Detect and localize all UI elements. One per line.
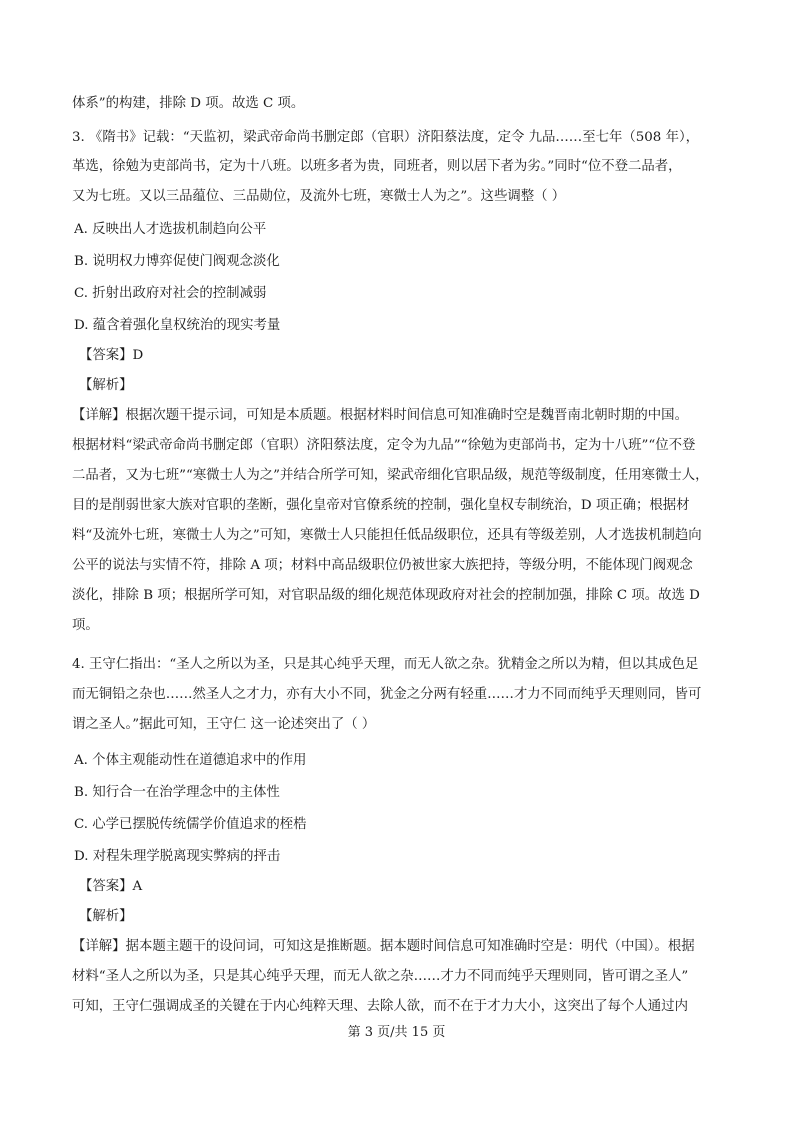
- text-line: 谓之圣人。”据此可知，王守仁 这一论述突出了（ ）: [72, 717, 376, 732]
- analysis-label: 【解析】: [79, 909, 133, 924]
- text-line: 项。: [72, 618, 99, 633]
- option-a: A. 个体主观能动性在道德追求中的作用: [74, 753, 307, 768]
- text-line: 淡化，排除 B 项；根据所学可知，对官职品级的细化规范体现政府对社会的控制加强，排除 C 项。故选 D: [72, 588, 700, 603]
- option-b: B. 说明权力博弈促使门阀观念淡化: [74, 254, 280, 269]
- text-line: 二品者，又为七班”“寒微士人为之”并结合所学可知，梁武帝细化官职品级，规范等级制度，任用寒微士人，: [72, 468, 709, 483]
- text-line: 料“及流外七班，寒微士人为之”可知，寒微士人只能担任低品级职位，还具有等级差别，人才选拔机制趋向: [72, 528, 702, 543]
- text-line: 目的是削弱世家大族对官职的垄断，强化皇帝对官僚系统的控制，强化皇权专制统治，D 项正确；根据材: [72, 498, 690, 513]
- text-line: 可知，王守仁强调成圣的关键在于内心纯粹天理、去除人欲，而不在于才力大小，这突出了每个人通过内: [72, 999, 688, 1014]
- option-c: C. 心学已摆脱传统儒学价值追求的桎梏: [74, 817, 307, 832]
- page-number-footer: 第 3 页/共 15 页: [347, 1025, 446, 1040]
- answer-label: 【答案】D: [79, 348, 144, 363]
- text-line: 材料“圣人之所以为圣，只是其心纯乎天理，而无人欲之杂……才力不同而纯乎天理则同，皆可谓之圣人”: [72, 969, 689, 984]
- text-line: 而无铜铅之杂也……然圣人之才力，亦有大小不同，犹金之分两有轻重……才力不同而纯乎天理则同，皆可: [72, 687, 702, 702]
- question-4-stem: 4. 王守仁指出：“圣人之所以为圣，只是其心纯乎天理，而无人欲之杂。犹精金之所以为精，但以其成色足: [72, 657, 699, 672]
- option-c: C. 折射出政府对社会的控制减弱: [74, 286, 267, 301]
- text-line: 革选，徐勉为吏部尚书，定为十八班。以班多者为贵，同班者，则以居下者为劣。”同时“位不登二品者，: [72, 159, 682, 174]
- explanation-line: 【详解】根据次题干提示词，可知是本质题。根据材料时间信息可知准确时空是魏晋南北朝时期的中国。: [72, 408, 688, 423]
- option-d: D. 对程朱理学脱离现实弊病的抨击: [74, 849, 281, 864]
- text-line: 又为七班。又以三品蕴位、三品勋位，及流外七班，寒微士人为之”。这些调整（ ）: [72, 189, 566, 204]
- option-d: D. 蕴含着强化皇权统治的现实考量: [74, 318, 281, 333]
- analysis-label: 【解析】: [79, 378, 133, 393]
- text-line: 根据材料“梁武帝命尚书删定郎（官职）济阳蔡法度，定令为九品”“徐勉为吏部尚书，定为十八班”“位不登: [72, 438, 696, 453]
- text-line: 公平的说法与实情不符，排除 A 项；材料中高品级职位仍被世家大族把持，等级分明，不能体现门阀观念: [72, 558, 693, 573]
- option-a: A. 反映出人才选拔机制趋向公平: [74, 222, 267, 237]
- explanation-line: 【详解】据本题主题干的设问词，可知这是推断题。据本题时间信息可知准确时空是：明代（中国）。根据: [72, 939, 695, 954]
- question-3-stem: 3. 《隋书》记载：“天监初，梁武帝命尚书删定郎（官职）济阳蔡法度，定令 九品……至七年（508 年），: [72, 130, 700, 145]
- text-line: 体系”的构建，排除 D 项。故选 C 项。: [72, 96, 305, 111]
- answer-label: 【答案】A: [79, 879, 143, 894]
- option-b: B. 知行合一在治学理念中的主体性: [74, 785, 280, 800]
